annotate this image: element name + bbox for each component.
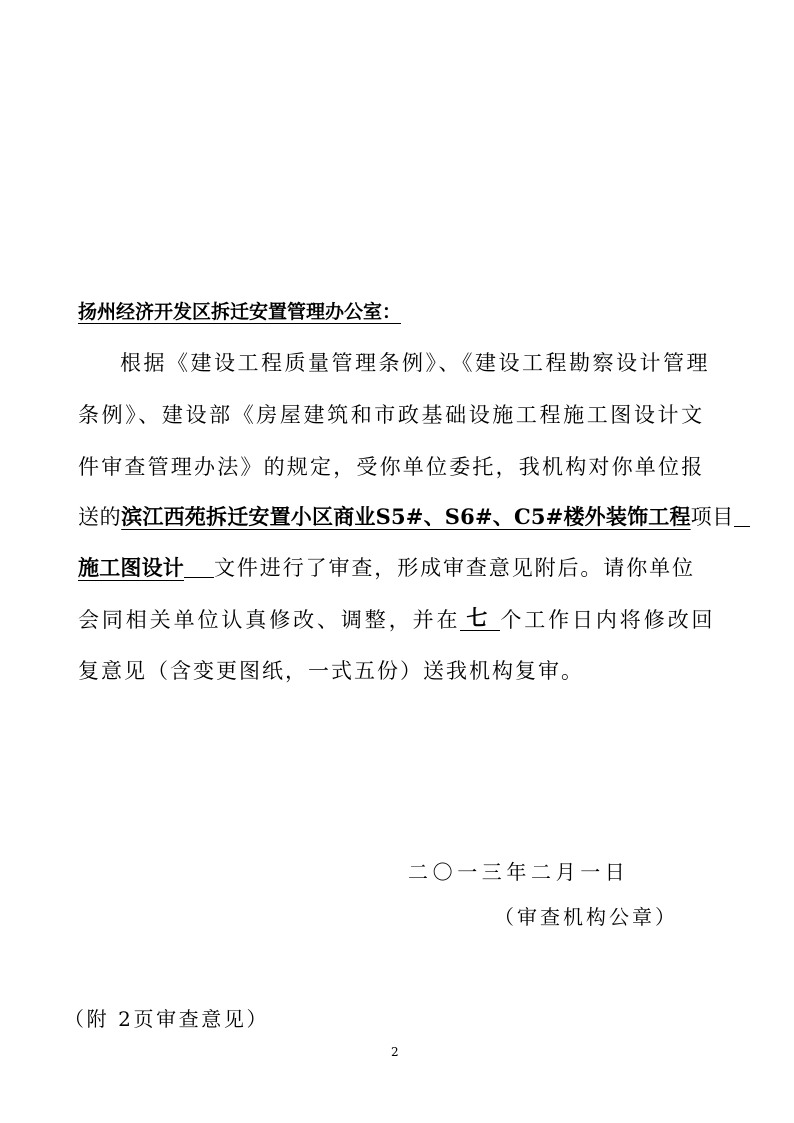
line6-prefix: 会同相关单位认真修改、调整，并在 xyxy=(78,608,461,632)
letter-date: 二〇一三年二月一日 xyxy=(408,860,630,884)
underline-blank xyxy=(734,502,750,527)
body-line-1: 根据《建设工程质量管理条例》、《建设工程勘察设计管理 xyxy=(120,351,710,375)
project-name: 滨江西苑拆迁安置小区商业S5#、S6#、C5#楼外装饰工程 xyxy=(121,504,691,529)
working-days: 七 xyxy=(460,605,500,631)
line4-suffix: 项目 xyxy=(690,505,734,529)
body-line-7: 复意见（含变更图纸，一式五份）送我机构复审。 xyxy=(78,659,584,683)
line6-suffix: 个工作日内将修改回 xyxy=(500,608,716,632)
body-line-6 xyxy=(78,605,718,635)
body-line-3: 件审查管理办法》的规定，受你单位委托，我机构对你单位报 xyxy=(78,455,705,479)
letter-addressee xyxy=(78,298,415,326)
seal-note: （审查机构公章） xyxy=(494,905,678,929)
body-line-4 xyxy=(78,502,734,532)
attachment-note: （附 2页审查意见） xyxy=(64,1007,270,1031)
design-stage: 施工图设计 xyxy=(78,555,184,580)
body-line-2: 条例》、建设部《房屋建筑和市政基础设施工程施工图设计文 xyxy=(78,403,705,427)
line5-suffix: 文件进行了审查，形成审查意见附后。请你单位 xyxy=(214,556,695,580)
addressee-text: 扬州经济开发区拆迁安置管理办公室： xyxy=(78,301,402,323)
underline-blank xyxy=(184,553,214,578)
page-number: 2 xyxy=(391,1045,399,1059)
line4-prefix: 送的 xyxy=(78,505,122,529)
body-line-5 xyxy=(78,553,718,583)
